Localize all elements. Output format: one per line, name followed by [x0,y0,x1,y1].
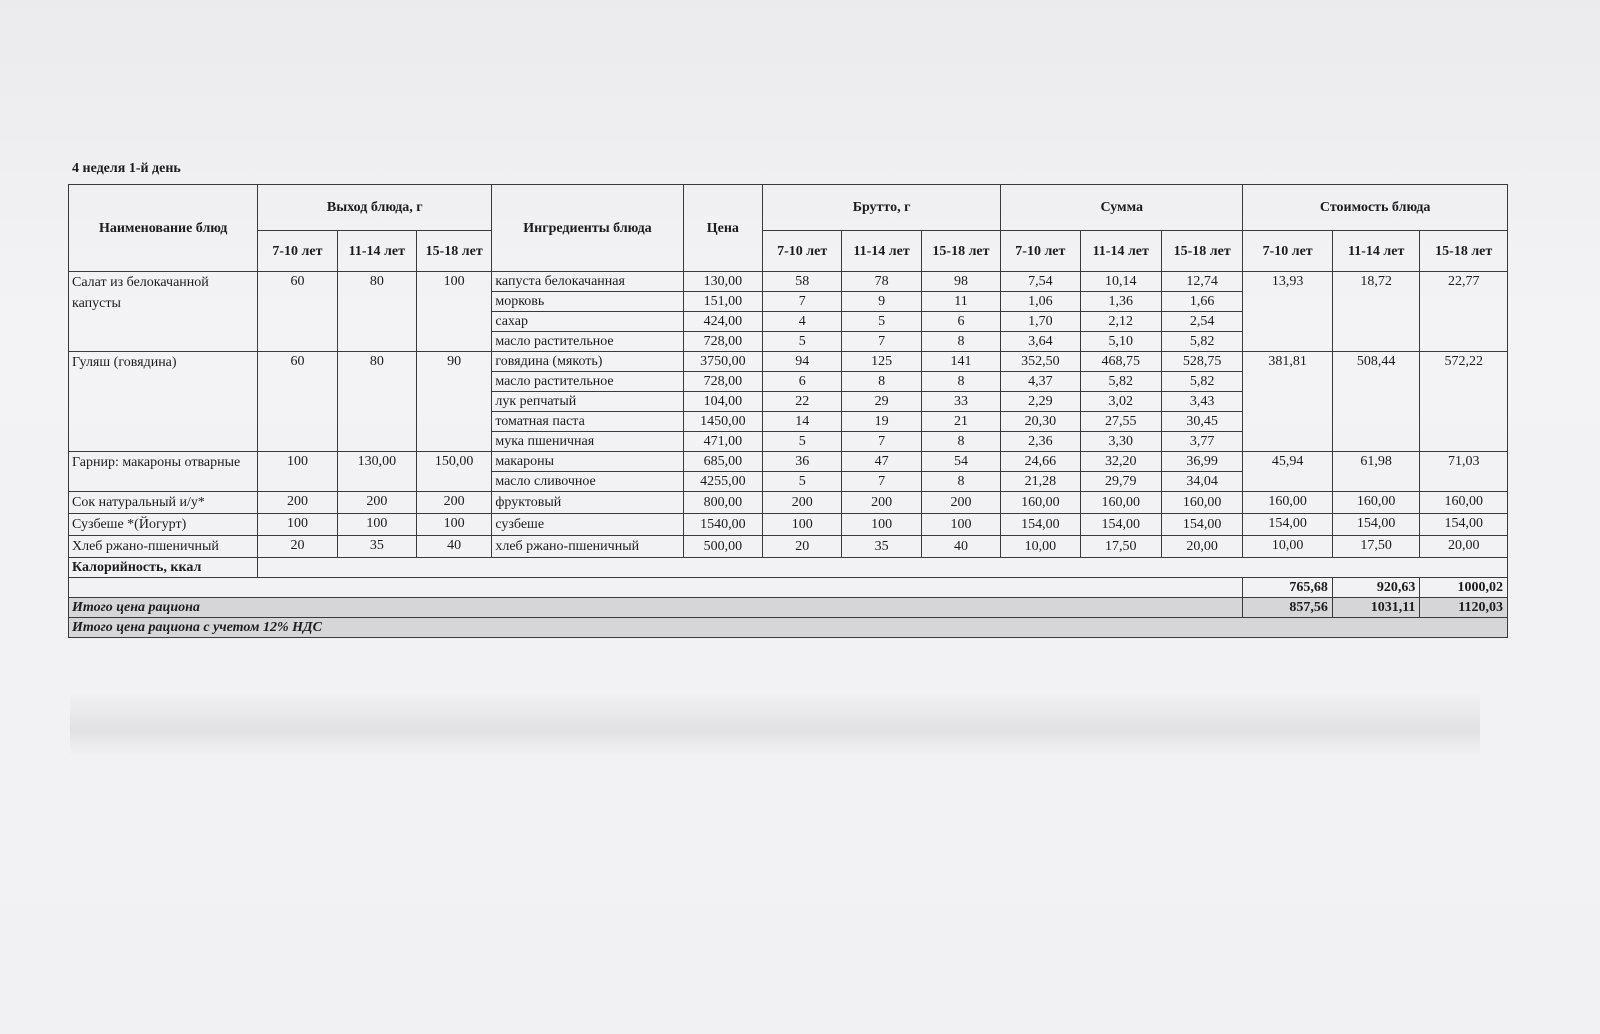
dish-cost-cell: 154,00 [1243,514,1333,536]
ingredient-name: капуста белокачанная [492,272,683,292]
brutto-cell: 8 [921,332,1000,352]
brutto-cell: 5 [842,312,921,332]
dish-cost-cell: 20,00 [1420,536,1508,558]
dish-cost-cell: 71,03 [1420,452,1508,492]
yield-cell: 80 [337,352,416,452]
ingredient-name: фруктовый [492,492,683,514]
ingredient-price: 1450,00 [683,412,762,432]
sum-cell: 4,37 [1001,372,1080,392]
brutto-cell: 141 [921,352,1000,372]
sum-cell: 2,12 [1080,312,1161,332]
sum-cell: 3,77 [1161,432,1242,452]
sum-cell: 352,50 [1001,352,1080,372]
menu-cost-table [68,184,1508,638]
yield-cell: 80 [337,272,416,352]
dish-cost-cell: 10,00 [1243,536,1333,558]
dish-cost-cell: 13,93 [1243,272,1333,352]
dish-name: Хлеб ржано-пшеничный [69,536,258,558]
dish-cost-cell: 160,00 [1332,492,1420,514]
dish-cost-cell: 45,94 [1243,452,1333,492]
table-row [69,452,1508,472]
brutto-cell: 6 [921,312,1000,332]
subtotal-row [69,578,1508,598]
table-row [69,536,1508,558]
brutto-cell: 4 [763,312,842,332]
subtotal-cell: 765,68 [1243,578,1333,598]
ration-total-row [69,598,1508,618]
ingredient-price: 1540,00 [683,514,762,536]
yield-cell: 130,00 [337,452,416,492]
brutto-cell: 8 [842,372,921,392]
sum-cell: 3,64 [1001,332,1080,352]
brutto-cell: 29 [842,392,921,412]
sum-cell: 21,28 [1001,472,1080,492]
yield-cell: 60 [258,272,337,352]
sum-cell: 154,00 [1001,514,1080,536]
sum-cell: 160,00 [1001,492,1080,514]
header-age: 11-14 лет [337,231,416,272]
brutto-cell: 22 [763,392,842,412]
header-age: 7-10 лет [1243,231,1333,272]
dish-cost-cell: 508,44 [1332,352,1420,452]
brutto-cell: 7 [763,292,842,312]
yield-cell: 40 [417,536,492,558]
sum-cell: 1,36 [1080,292,1161,312]
document-page [68,158,1508,638]
ingredient-price: 471,00 [683,432,762,452]
header-dish-name: Наименование блюд [69,185,258,272]
sum-cell: 2,29 [1001,392,1080,412]
yield-cell: 150,00 [417,452,492,492]
header-age: 15-18 лет [417,231,492,272]
brutto-cell: 20 [763,536,842,558]
ingredient-name: хлеб ржано-пшеничный [492,536,683,558]
ration-total-cell: 1120,03 [1420,598,1508,618]
ration-total-cell: 1031,11 [1332,598,1420,618]
brutto-cell: 21 [921,412,1000,432]
header-age: 11-14 лет [1332,231,1420,272]
sum-cell: 5,82 [1080,372,1161,392]
ingredient-price: 500,00 [683,536,762,558]
ration-total-label: Итого цена рациона [69,598,1243,618]
ingredient-price: 800,00 [683,492,762,514]
sum-cell: 12,74 [1161,272,1242,292]
ingredient-price: 130,00 [683,272,762,292]
dish-cost-cell: 160,00 [1243,492,1333,514]
dish-cost-cell: 61,98 [1332,452,1420,492]
dish-cost-cell: 22,77 [1420,272,1508,352]
header-ingredients: Ингредиенты блюда [492,185,683,272]
brutto-cell: 9 [842,292,921,312]
header-brutto: Брутто, г [763,185,1001,231]
sum-cell: 154,00 [1161,514,1242,536]
ingredient-name: говядина (мякоть) [492,352,683,372]
sum-cell: 468,75 [1080,352,1161,372]
ingredient-name: макароны [492,452,683,472]
sum-cell: 3,30 [1080,432,1161,452]
header-age: 15-18 лет [1161,231,1242,272]
sum-cell: 1,66 [1161,292,1242,312]
dish-name: Салат из белокачанной капусты [69,272,258,352]
sum-cell: 160,00 [1080,492,1161,514]
sum-cell: 10,14 [1080,272,1161,292]
sum-cell: 3,02 [1080,392,1161,412]
sum-cell: 154,00 [1080,514,1161,536]
ingredient-name: масло растительное [492,372,683,392]
dish-cost-cell: 154,00 [1420,514,1508,536]
sum-cell: 1,06 [1001,292,1080,312]
yield-cell: 100 [417,514,492,536]
brutto-cell: 98 [921,272,1000,292]
yield-cell: 100 [337,514,416,536]
yield-cell: 100 [417,272,492,352]
header-age: 11-14 лет [1080,231,1161,272]
dish-cost-cell: 160,00 [1420,492,1508,514]
sum-cell: 24,66 [1001,452,1080,472]
sum-cell: 34,04 [1161,472,1242,492]
sum-cell: 5,82 [1161,372,1242,392]
sum-cell: 20,30 [1001,412,1080,432]
page-heading: 4 неделя 1-й день [72,161,181,176]
sum-cell: 20,00 [1161,536,1242,558]
brutto-cell: 7 [842,332,921,352]
brutto-cell: 200 [842,492,921,514]
sum-cell: 10,00 [1001,536,1080,558]
brutto-cell: 100 [842,514,921,536]
header-yield: Выход блюда, г [258,185,492,231]
brutto-cell: 125 [842,352,921,372]
sum-cell: 528,75 [1161,352,1242,372]
calories-value [258,558,1508,578]
calories-label: Калорийность, ккал [69,558,258,578]
sum-cell: 5,10 [1080,332,1161,352]
brutto-cell: 40 [921,536,1000,558]
table-row [69,352,1508,372]
ingredient-price: 424,00 [683,312,762,332]
ingredient-name: томатная паста [492,412,683,432]
sum-cell: 160,00 [1161,492,1242,514]
brutto-cell: 58 [763,272,842,292]
sum-cell: 2,54 [1161,312,1242,332]
dish-cost-cell: 572,22 [1420,352,1508,452]
brutto-cell: 35 [842,536,921,558]
dish-cost-cell: 154,00 [1332,514,1420,536]
yield-cell: 200 [417,492,492,514]
yield-cell: 60 [258,352,337,452]
sum-cell: 29,79 [1080,472,1161,492]
yield-cell: 100 [258,514,337,536]
brutto-cell: 78 [842,272,921,292]
blurred-footer-text [70,692,1480,756]
yield-cell: 20 [258,536,337,558]
sum-cell: 1,70 [1001,312,1080,332]
subtotal-cell: 920,63 [1332,578,1420,598]
brutto-cell: 200 [763,492,842,514]
sum-cell: 2,36 [1001,432,1080,452]
sum-cell: 27,55 [1080,412,1161,432]
sum-cell: 3,43 [1161,392,1242,412]
brutto-cell: 6 [763,372,842,392]
subtotal-cell: 1000,02 [1420,578,1508,598]
yield-cell: 200 [258,492,337,514]
header-cost: Стоимость блюда [1243,185,1508,231]
ration-vat-label: Итого цена рациона с учетом 12% НДС [69,618,1508,638]
ingredient-price: 4255,00 [683,472,762,492]
table-row [69,272,1508,292]
brutto-cell: 8 [921,472,1000,492]
brutto-cell: 19 [842,412,921,432]
sum-cell: 32,20 [1080,452,1161,472]
ration-total-cell: 857,56 [1243,598,1333,618]
brutto-cell: 5 [763,332,842,352]
yield-cell: 200 [337,492,416,514]
ingredient-name: сузбеше [492,514,683,536]
dish-name: Сок натуральный и/у* [69,492,258,514]
subtotal-spacer [69,578,1243,598]
ingredient-price: 685,00 [683,452,762,472]
sum-cell: 17,50 [1080,536,1161,558]
ingredient-price: 3750,00 [683,352,762,372]
ingredient-price: 104,00 [683,392,762,412]
header-age: 11-14 лет [842,231,921,272]
header-age: 7-10 лет [258,231,337,272]
brutto-cell: 14 [763,412,842,432]
ingredient-name: морковь [492,292,683,312]
ingredient-name: масло растительное [492,332,683,352]
ingredient-name: сахар [492,312,683,332]
brutto-cell: 7 [842,432,921,452]
ingredient-name: мука пшеничная [492,432,683,452]
brutto-cell: 5 [763,472,842,492]
dish-cost-cell: 17,50 [1332,536,1420,558]
header-price: Цена [683,185,762,272]
dish-name: Сузбеше *(Йогурт) [69,514,258,536]
header-sum: Сумма [1001,185,1243,231]
header-age: 15-18 лет [1420,231,1508,272]
brutto-cell: 5 [763,432,842,452]
brutto-cell: 54 [921,452,1000,472]
brutto-cell: 94 [763,352,842,372]
dish-name: Гарнир: макароны отварные [69,452,258,492]
ingredient-price: 151,00 [683,292,762,312]
sum-cell: 5,82 [1161,332,1242,352]
yield-cell: 35 [337,536,416,558]
table-row [69,514,1508,536]
table-row [69,492,1508,514]
ration-vat-row [69,618,1508,638]
brutto-cell: 200 [921,492,1000,514]
brutto-cell: 7 [842,472,921,492]
ingredient-price: 728,00 [683,332,762,352]
ingredient-price: 728,00 [683,372,762,392]
brutto-cell: 8 [921,432,1000,452]
yield-cell: 100 [258,452,337,492]
dish-name: Гуляш (говядина) [69,352,258,452]
brutto-cell: 47 [842,452,921,472]
dish-cost-cell: 18,72 [1332,272,1420,352]
brutto-cell: 100 [763,514,842,536]
ingredient-name: масло сливочное [492,472,683,492]
header-age: 7-10 лет [1001,231,1080,272]
header-age: 15-18 лет [921,231,1000,272]
brutto-cell: 11 [921,292,1000,312]
yield-cell: 90 [417,352,492,452]
calories-row [69,558,1508,578]
brutto-cell: 8 [921,372,1000,392]
sum-cell: 30,45 [1161,412,1242,432]
brutto-cell: 100 [921,514,1000,536]
sum-cell: 36,99 [1161,452,1242,472]
dish-cost-cell: 381,81 [1243,352,1333,452]
sum-cell: 7,54 [1001,272,1080,292]
brutto-cell: 36 [763,452,842,472]
brutto-cell: 33 [921,392,1000,412]
header-age: 7-10 лет [763,231,842,272]
table-body [69,272,1508,558]
ingredient-name: лук репчатый [492,392,683,412]
